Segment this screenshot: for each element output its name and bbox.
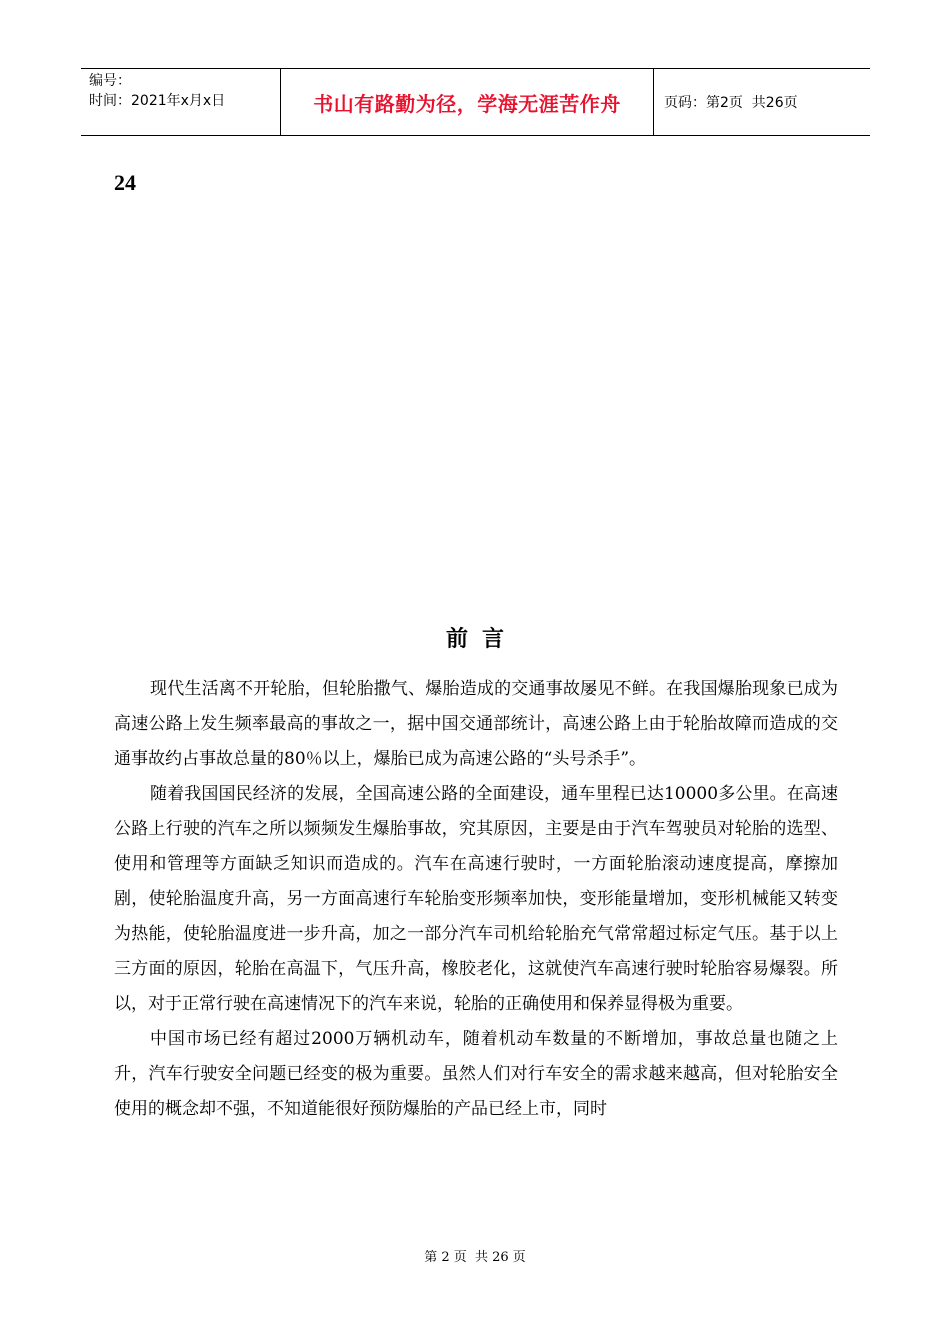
header-page-info: 页码：第2页 共26页 (664, 95, 798, 111)
header-meta (81, 69, 281, 135)
paragraph: 中国市场已经有超过2000万辆机动车，随着机动车数量的不断增加，事故总量也随之上升，汽车行驶安全问题已经变的极为重要。虽然人们对行车安全的需求越来越高，但对轮胎安全使用的概念却不强，不知道能很好预防爆胎的产品已经上市，同时 (114, 1029, 838, 1119)
page-footer: 第 2 页 共 26 页 (424, 1250, 526, 1265)
preface-body (114, 672, 838, 1127)
paragraph: 现代生活离不开轮胎，但轮胎撒气、爆胎造成的交通事故屡见不鲜。在我国爆胎现象已成为高速公路上发生频率最高的事故之一，据中国交通部统计，高速公路上由于轮胎故障而造成的交通事故约占事故总量的80％以上，爆胎已成为高速公路的“头号杀手”。 (114, 679, 838, 769)
preface-title: 前言 (445, 626, 518, 652)
top-page-number: 24 (114, 170, 136, 195)
document-date: 时间：2021年x月x日 (89, 93, 226, 109)
paragraph: 随着我国国民经济的发展，全国高速公路的全面建设，通车里程已达10000多公里。在高速公路上行驶的汽车之所以频频发生爆胎事故，究其原因，主要是由于汽车驾驶员对轮胎的选型、使用和管理等方面缺乏知识而造成的。汽车在高速行驶时，一方面轮胎滚动速度提高，摩擦加剧，使轮胎温度升高，另一方面高速行车轮胎变形频率加快，变形能量增加，变形机械能又转变为热能，使轮胎温度进一步升高，加之一部分汽车司机给轮胎充气常常超过标定气压。基于以上三方面的原因，轮胎在高温下，气压升高，橡胶老化，这就使汽车高速行驶时轮胎容易爆裂。所以，对于正常行驶在高速情况下的汽车来说，轮胎的正确使用和保养显得极为重要。 (114, 784, 838, 1014)
page-header (81, 68, 870, 136)
header-motto: 书山有路勤为径，学海无涯苦作舟 (281, 69, 654, 135)
document-number-label: 编号： (89, 73, 131, 89)
